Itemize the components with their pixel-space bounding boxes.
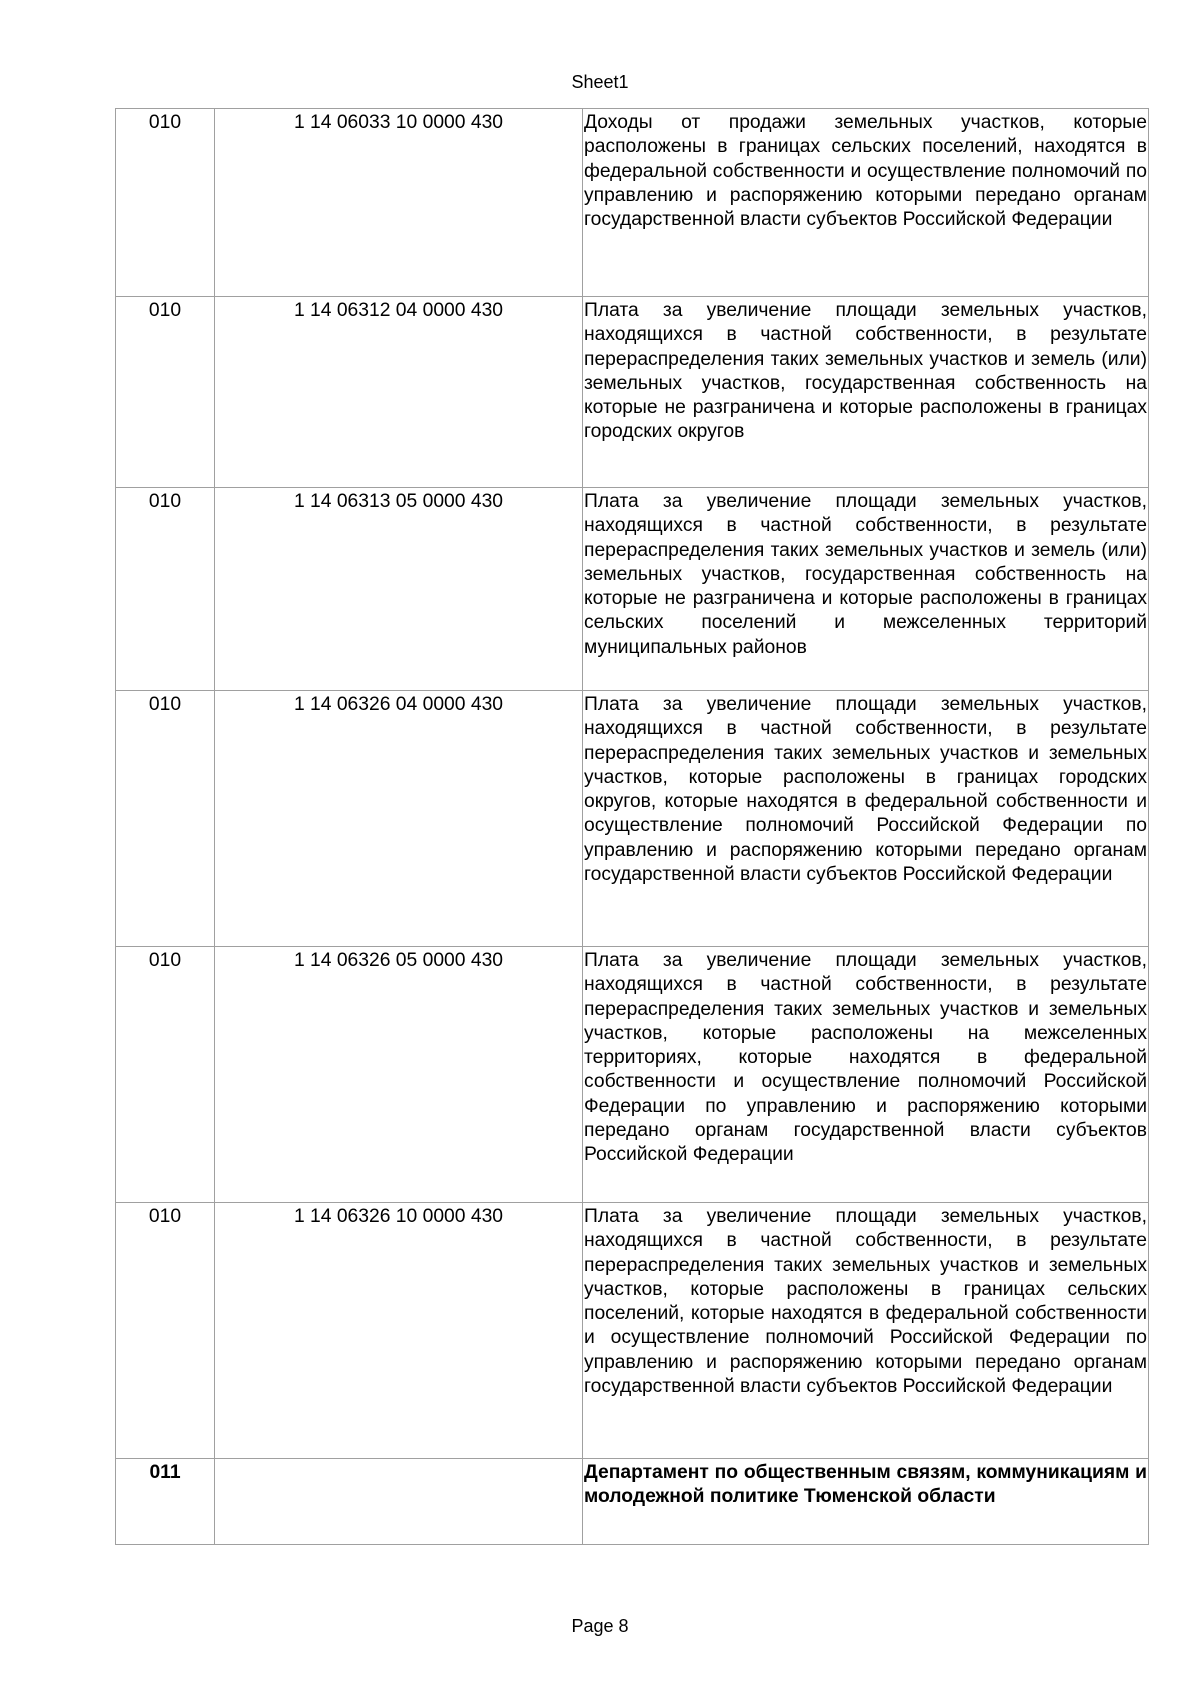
table-row [116,488,1149,691]
table-row-department [116,1459,1149,1545]
description-cell: Плата за увеличение площади земельных участков, находящихся в частной собственности, в результате перераспределения таких земельных участков и земельных участков, которые расположены в границах сельских поселений, которые находятся в федеральной собственности и осуществление полномочий Российской Федерации по управлению и распоряжению которыми передано органам государственной власти субъектов Российской Федерации [583,1203,1149,1459]
table-row [116,947,1149,1203]
table-row [116,1203,1149,1459]
admin-code-cell: 010 [116,488,215,691]
admin-code-cell: 011 [116,1459,215,1545]
kbk-code-cell: 1 14 06326 10 0000 430 [215,1203,583,1459]
description-cell: Плата за увеличение площади земельных участков, находящихся в частной собственности, в результате перераспределения таких земельных участков и земельных участков, которые расположены в границах городских округов, которые находятся в федеральной собственности и осуществление полномочий Российской Федерации по управлению и распоряжению которыми передано органам государственной власти субъектов Российской Федерации [583,691,1149,947]
admin-code-cell: 010 [116,1203,215,1459]
admin-code-cell: 010 [116,109,215,297]
table-row [116,297,1149,488]
revenue-codes-table [115,108,1149,1545]
kbk-code-cell: 1 14 06312 04 0000 430 [215,297,583,488]
kbk-code-cell: 1 14 06326 05 0000 430 [215,947,583,1203]
admin-code-cell: 010 [116,947,215,1203]
page-number: Page 8 [571,1616,629,1636]
description-cell: Департамент по общественным связям, коммуникациям и молодежной политике Тюменской области [583,1459,1149,1545]
table-row [116,691,1149,947]
kbk-code-cell: 1 14 06313 05 0000 430 [215,488,583,691]
sheet-title: Sheet1 [571,72,629,92]
description-cell: Плата за увеличение площади земельных участков, находящихся в частной собственности, в результате перераспределения таких земельных участков и земель (или) земельных участков, государственная собственность на которые не разграничена и которые расположены в границах сельских поселений и межселенных территорий муниципальных районов [583,488,1149,691]
admin-code-cell: 010 [116,691,215,947]
description-cell: Плата за увеличение площади земельных участков, находящихся в частной собственности, в результате перераспределения таких земельных участков и земель (или) земельных участков, государственная собственность на которые не разграничена и которые расположены в границах городских округов [583,297,1149,488]
table-row [116,109,1149,297]
kbk-code-cell: 1 14 06326 04 0000 430 [215,691,583,947]
description-cell: Плата за увеличение площади земельных участков, находящихся в частной собственности, в результате перераспределения таких земельных участков и земельных участков, которые расположены на межселенных территориях, которые находятся в федеральной собственности и осуществление полномочий Российской Федерации по управлению и распоряжению которыми передано органам государственной власти субъектов Российской Федерации [583,947,1149,1203]
kbk-code-cell [215,1459,583,1545]
kbk-code-cell: 1 14 06033 10 0000 430 [215,109,583,297]
admin-code-cell: 010 [116,297,215,488]
description-cell: Доходы от продажи земельных участков, которые расположены в границах сельских поселений, находятся в федеральной собственности и осуществление полномочий по управлению и распоряжению которыми передано органам государственной власти субъектов Российской Федерации [583,109,1149,297]
